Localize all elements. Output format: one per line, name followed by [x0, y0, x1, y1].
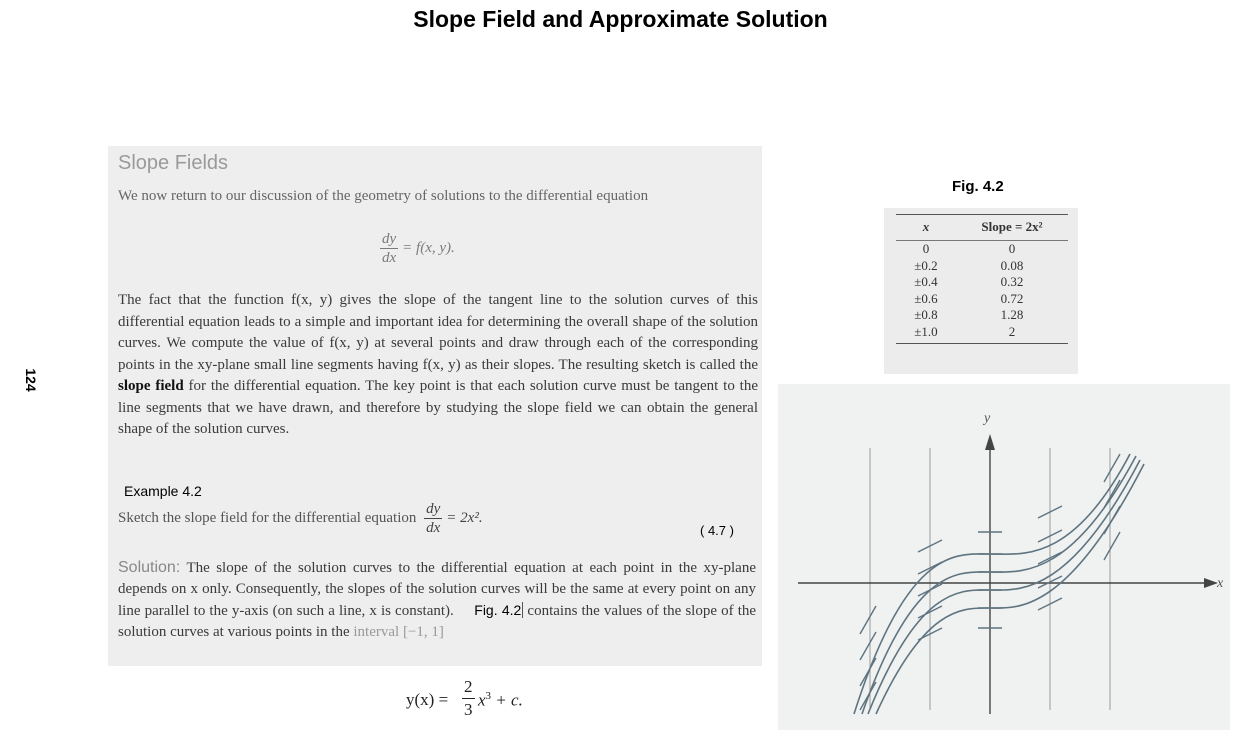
slope-segment	[1104, 454, 1120, 482]
x-cell: ±0.4	[914, 274, 938, 289]
x-axis-arrow	[1204, 578, 1218, 588]
equation-number: ( 4.7 )	[700, 523, 734, 538]
table-row	[896, 274, 1068, 291]
fraction-denominator: dx	[426, 520, 441, 536]
exponent: 3	[485, 690, 492, 702]
x-cell: ±0.2	[914, 257, 938, 273]
solution-text: The slope of the solution curves to the differential equation at each point in the xy-plane depends on x only. Consequently, the slopes of the solution curves will be the same at every point on any line parallel to the y-axis (on such a line, x is constant).	[118, 560, 756, 619]
slope-segment	[860, 682, 876, 710]
example-label: Example 4.2	[124, 483, 202, 499]
slope-cell: 0.72	[1000, 290, 1024, 306]
example-equation-rhs: = 2x².	[446, 510, 483, 526]
x-axis-label: x	[1217, 576, 1224, 591]
slope-segment	[1104, 506, 1120, 534]
interval-text: interval [−1, 1]	[353, 624, 444, 640]
table-row	[896, 291, 1068, 308]
constant-term: + c.	[495, 690, 523, 710]
fraction-denominator: 3	[464, 700, 473, 719]
slope-field-term: slope field	[118, 378, 184, 394]
solution-equation	[394, 672, 550, 728]
equation-rhs: = f(x, y).	[402, 240, 455, 256]
slope-field-svg	[778, 384, 1230, 730]
fraction-denominator: dx	[382, 250, 397, 266]
y-axis-label: y	[984, 411, 991, 426]
slope-cell: 0.08	[1000, 257, 1024, 273]
x-cell: ±0.8	[914, 307, 938, 322]
fraction-numerator: dy	[382, 231, 397, 247]
x-cell: ±1.0	[896, 324, 956, 344]
solution-curve	[862, 456, 1136, 714]
column-header-x: x	[896, 215, 956, 241]
example-text: Sketch the slope field for the differential equation	[118, 509, 417, 526]
intro-text: We now return to our discussion of the geometry of solutions to the differential equation	[118, 188, 649, 204]
fraction-numerator: 2	[462, 676, 475, 699]
slide-title: Slope Field and Approximate Solution	[413, 6, 828, 32]
slope-table-figure	[884, 208, 1078, 374]
body-text-end: for the differential equation. The key point is that each solution curve must be tangent to the line segments that we have drawn, and therefore by studying the slope field we can obtain the general shape of the solution curves.	[118, 378, 759, 437]
derivative-fraction	[380, 230, 398, 267]
table-figure-label: Fig. 4.2	[952, 178, 1004, 195]
page-number: 124	[23, 368, 39, 392]
example-statement	[118, 500, 483, 537]
variable-x: x	[478, 690, 486, 710]
slope-cell: 0.32	[1000, 274, 1024, 289]
solution-curve	[868, 460, 1140, 714]
solution-text-continued: contains the values of the slope of the solution curves at various points in the	[118, 603, 757, 640]
table-row	[896, 258, 1068, 275]
solution-label: Solution:	[118, 559, 181, 576]
solution-equation-lhs: y(x) =	[406, 690, 449, 709]
x-cell: 0	[922, 241, 930, 256]
table-row	[896, 307, 1068, 324]
column-header-slope: Slope = 2x²	[956, 215, 1068, 241]
two-thirds-fraction	[462, 676, 475, 721]
slope-segment	[860, 632, 876, 660]
y-axis-arrow	[985, 434, 995, 450]
body-paragraph	[118, 290, 758, 441]
slope-cell: 0	[1008, 241, 1016, 256]
slope-table	[896, 214, 1068, 344]
slope-segment	[1104, 532, 1120, 560]
solution-curves	[854, 454, 1144, 714]
fraction-numerator: dy	[426, 501, 441, 517]
solution-paragraph	[118, 557, 756, 643]
table-row	[896, 324, 1068, 344]
slope-cell: 1.28	[1000, 307, 1024, 322]
solution-equation-tail	[478, 690, 523, 711]
section-heading: Slope Fields	[118, 152, 229, 174]
slope-field-graph	[778, 384, 1230, 730]
x-cell: ±0.6	[914, 290, 938, 306]
slope-segment	[860, 606, 876, 634]
slope-cell: 2	[956, 324, 1068, 344]
table-header-row	[896, 215, 1068, 241]
body-text: The fact that the function f(x, y) gives the slope of the tangent line to the solution curves of this differential equation leads to a simple and important idea for determining the overall shape of the solution curves. We compute the value of f(x, y) at several points and draw through each of the corresponding points in the xy-plane small line segments having f(x, y) as their slopes. The resulting sketch is called the	[118, 292, 758, 373]
table-row	[896, 241, 1068, 258]
example-derivative-fraction	[424, 500, 442, 537]
display-equation	[380, 230, 455, 267]
figure-reference-link[interactable]: Fig. 4.2	[474, 602, 522, 618]
